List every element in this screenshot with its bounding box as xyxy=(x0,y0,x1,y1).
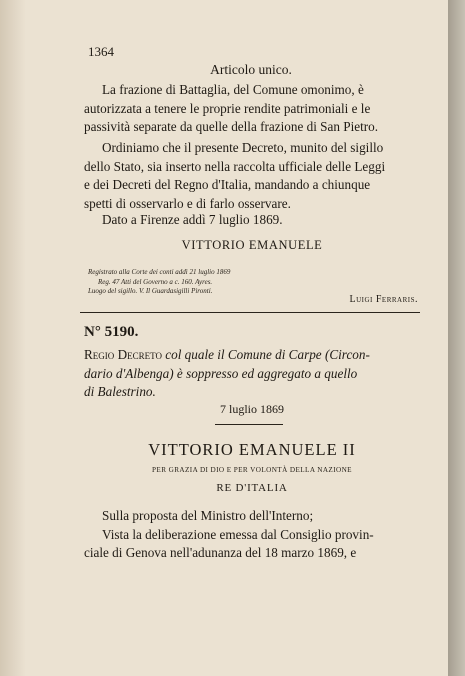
article-paragraph xyxy=(84,81,420,137)
given-paragraph xyxy=(84,211,420,230)
decree-title xyxy=(84,346,420,402)
given-line: Dato a Firenze addì 7 luglio 1869. xyxy=(102,212,283,227)
grace-formula: PER GRAZIA DI DIO E PER VOLONTÀ DELLA NAZIONE xyxy=(152,466,352,474)
decree-body-line-2: Vista la deliberazione emessa dal Consiglio provin- xyxy=(102,526,374,542)
decree-body-line-1: Sulla proposta del Ministro dell'Interno; xyxy=(102,508,314,523)
article-title: Articolo unico. xyxy=(210,62,292,77)
page-number: 1364 xyxy=(88,44,114,59)
short-divider xyxy=(215,424,283,425)
countersignature: Luigi Ferraris. xyxy=(349,294,418,305)
registration-notes xyxy=(88,268,288,297)
decree-title-line-1: col quale il Comune di Carpe (Circon- xyxy=(165,347,370,362)
decree-title-line-3: di Balestrino. xyxy=(84,384,156,399)
decree-title-lead: Regio Decreto xyxy=(84,347,162,362)
order-line-2: dello Stato, sia inserto nella raccolta ufficiale delle Leggi xyxy=(84,158,386,174)
registration-line-1: Registrato alla Corte dei conti addì 21 luglio 1869 xyxy=(88,268,231,276)
registration-line-3: Luogo del sigillo. V. Il Guardasigilli Pironti. xyxy=(88,287,213,295)
decree-title-line-2: dario d'Albenga) è soppresso ed aggregato a quello xyxy=(84,365,358,381)
next-page-edge xyxy=(448,0,465,676)
section-divider xyxy=(80,312,420,313)
decree-number: N° 5190. xyxy=(84,324,139,340)
decree-date: 7 luglio 1869 xyxy=(219,402,284,416)
registration-line-2: Reg. 47 Atti del Governo a c. 160. Ayres. xyxy=(98,277,213,286)
king-name: VITTORIO EMANUELE II xyxy=(148,440,356,459)
article-line-3: passività separate da quelle della frazione di San Pietro. xyxy=(84,119,379,134)
paper-stain xyxy=(0,0,26,676)
order-line-4: spetti di osservarlo e di farlo osservare. xyxy=(84,195,291,211)
decree-body-line-3: ciale di Genova nell'adunanza del 18 marzo 1869, e xyxy=(84,545,357,560)
decree-body xyxy=(84,507,420,563)
king-title: RE D'ITALIA xyxy=(216,482,288,494)
order-line-3: e dei Decreti del Regno d'Italia, mandando a chiunque xyxy=(84,177,371,192)
order-paragraph xyxy=(84,139,420,213)
article-line-2: autorizzata a tenere le proprie rendite patrimoniali e le xyxy=(84,100,371,116)
article-line-1: La frazione di Battaglia, del Comune omonimo, è xyxy=(102,82,364,97)
order-line-1: Ordiniamo che il presente Decreto, munito del sigillo xyxy=(102,140,384,155)
royal-signature: VITTORIO EMANUELE xyxy=(181,238,323,252)
